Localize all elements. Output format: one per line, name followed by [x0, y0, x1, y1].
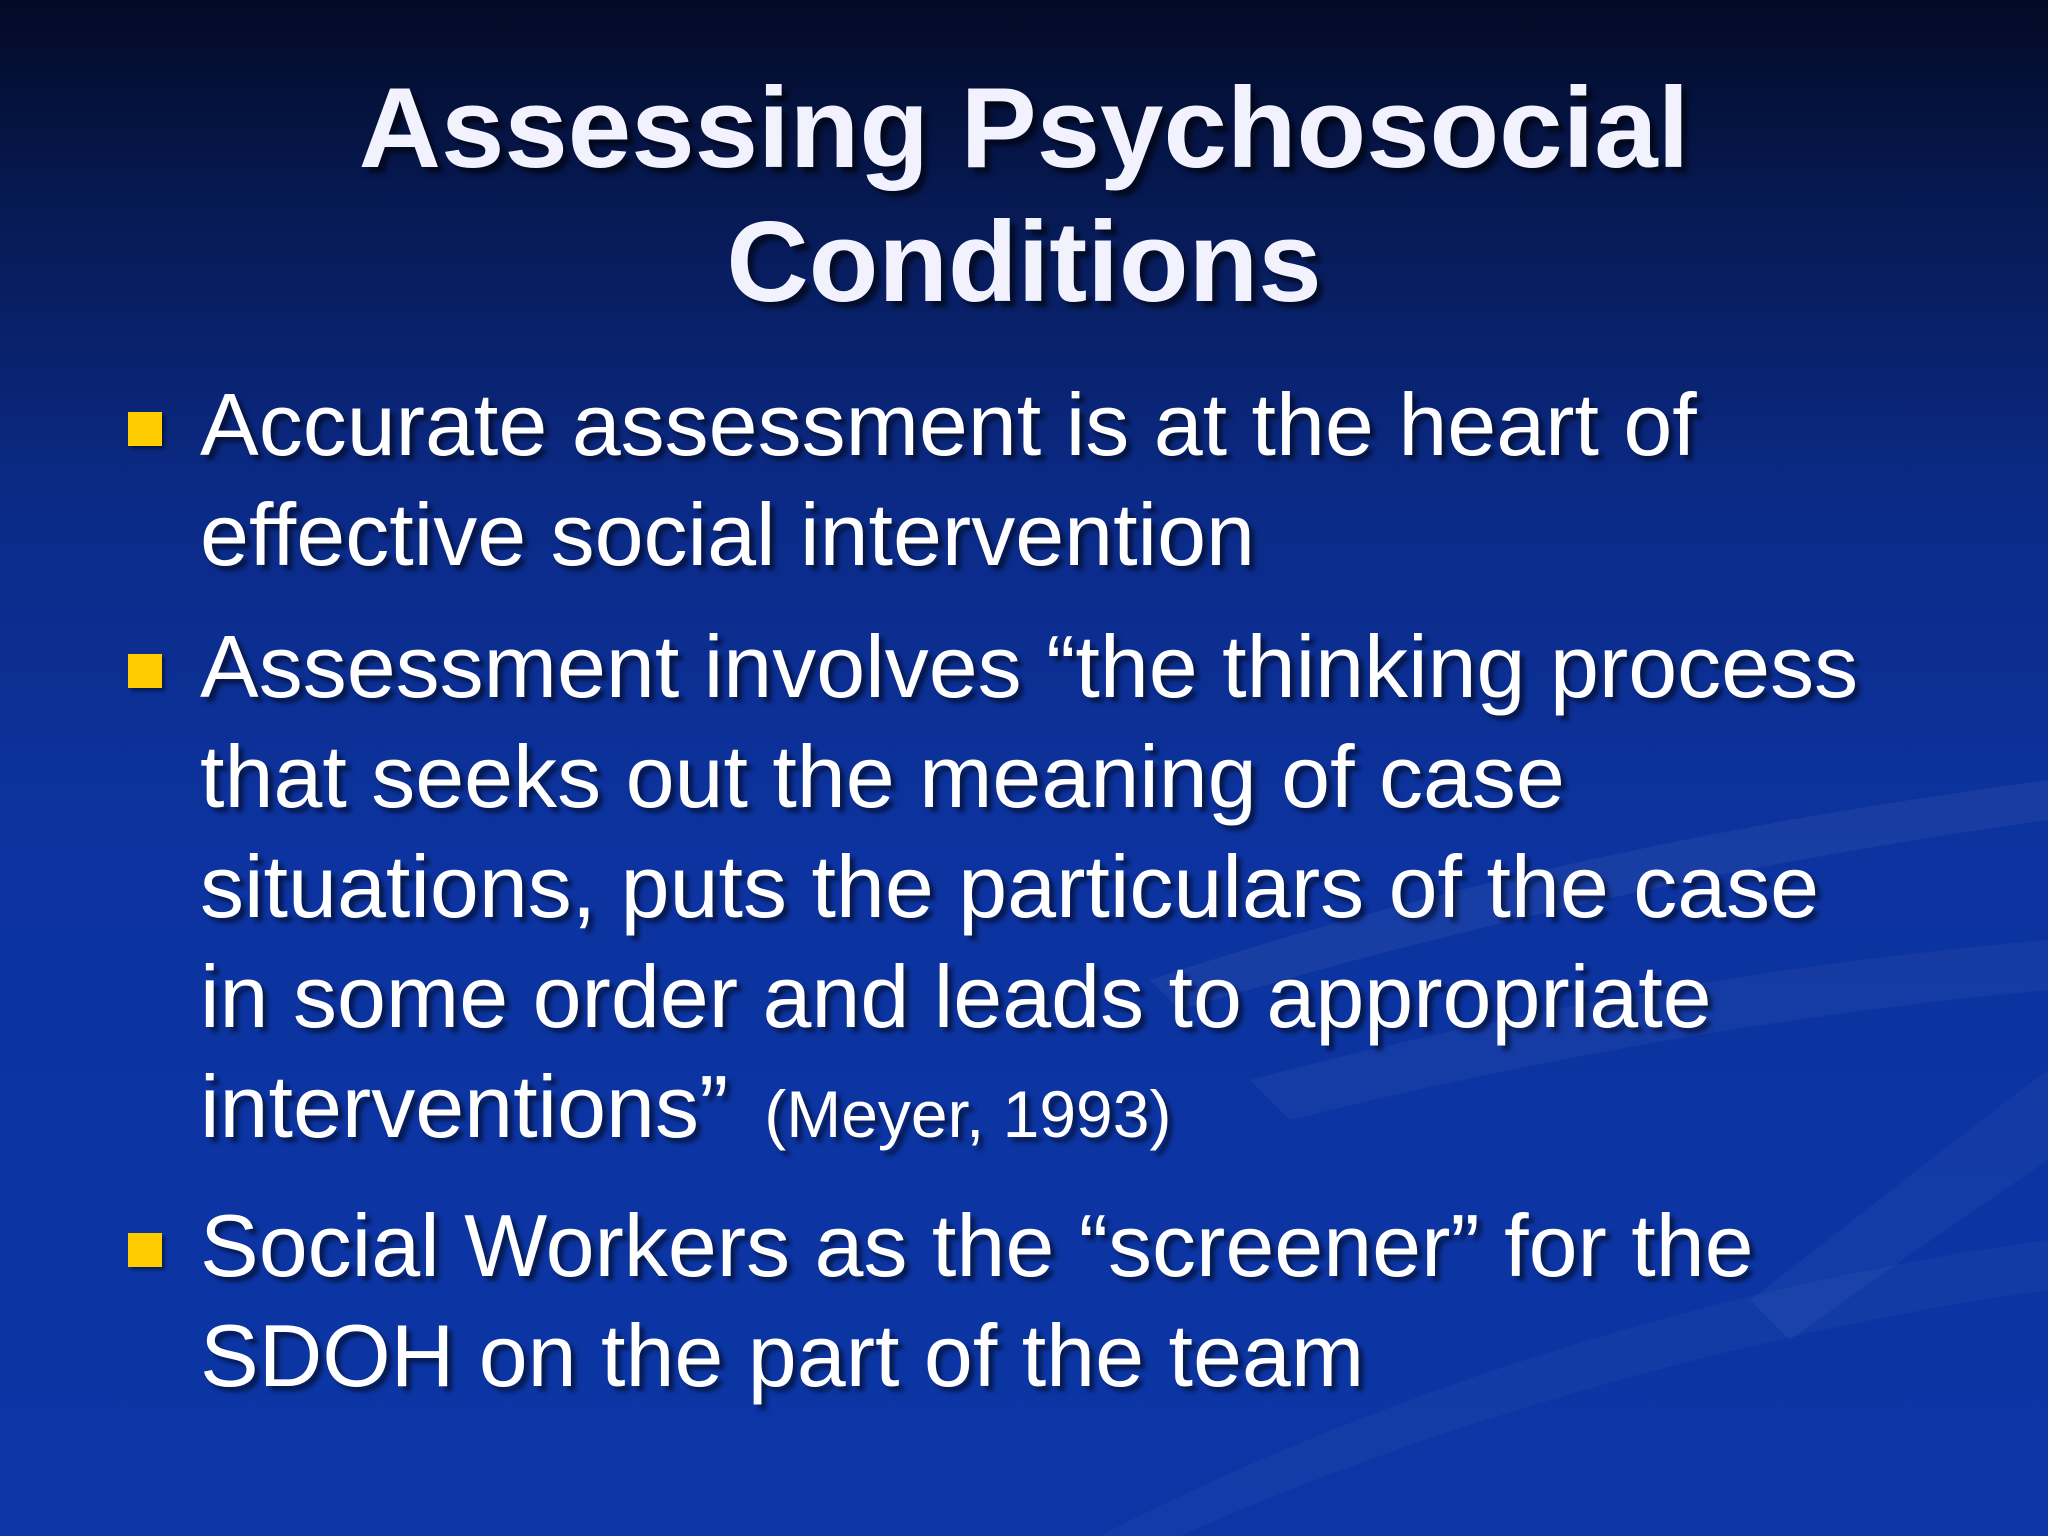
square-bullet-icon	[128, 654, 162, 688]
bullet-item-2	[200, 612, 1940, 1169]
bullet-item-3	[200, 1191, 1940, 1411]
bullet-2-line-1: Assessment involves “the thinking process	[200, 617, 1859, 716]
bullet-2-line-3: situations, puts the particulars of the case	[200, 837, 1820, 936]
citation: (Meyer, 1993)	[764, 1077, 1172, 1151]
square-bullet-icon	[128, 412, 162, 446]
bullet-list	[200, 370, 1940, 1433]
bullet-1-line-2: effective social intervention	[200, 485, 1255, 584]
bullet-2-line-2: that seeks out the meaning of case	[200, 727, 1565, 826]
square-bullet-icon	[128, 1233, 162, 1267]
bullet-3-line-1: Social Workers as the “screener” for the	[200, 1196, 1754, 1295]
slide-title	[0, 62, 2048, 330]
bullet-1-line-1: Accurate assessment is at the heart of	[200, 375, 1697, 474]
bullet-3-line-2: SDOH on the part of the team	[200, 1306, 1365, 1405]
title-line-1: Assessing Psychosocial	[358, 65, 1690, 192]
bullet-2-line-4: in some order and leads to appropriate	[200, 947, 1712, 1046]
bullet-item-1	[200, 370, 1940, 590]
bullet-2-line-5	[200, 1052, 1940, 1169]
bullet-2-line-5-text: interventions”	[200, 1057, 729, 1156]
title-line-2: Conditions	[726, 199, 1322, 326]
